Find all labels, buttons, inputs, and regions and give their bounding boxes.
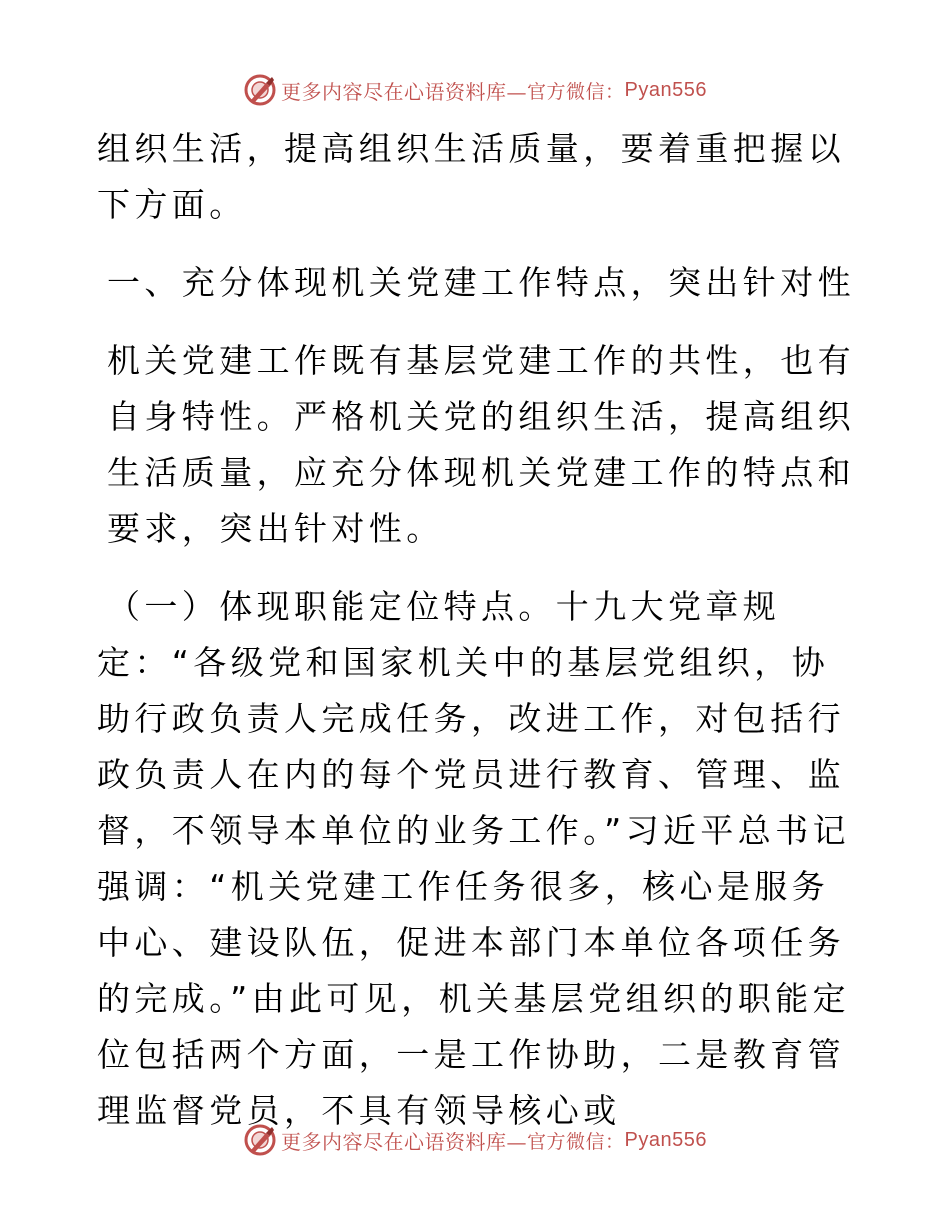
banner-wechat-label: 官方微信： xyxy=(527,80,625,103)
banner-wechat-id: Pyan556 xyxy=(624,1128,707,1151)
banner-text: 更多内容尽在心语资料库— xyxy=(281,1129,527,1154)
paragraph-section-1: 机关党建工作既有基层党建工作的共性，也有自身特性。严格机关党的组织生活，提高组织生活质量，应充分体现机关党建工作的特点和要求，突出针对性。 xyxy=(107,341,855,548)
banner-text: 更多内容尽在心语资料库— xyxy=(281,79,527,104)
document-body xyxy=(97,121,857,1139)
footer-watermark-banner xyxy=(0,1120,950,1160)
subsection-heading-1-1: （一）体现职能定位特点。十九大党章规 xyxy=(107,587,781,626)
pen-nib-logo-icon xyxy=(243,1123,277,1157)
banner-wechat-label: 官方微信： xyxy=(527,1130,625,1153)
banner-wechat-id: Pyan556 xyxy=(624,78,707,101)
paragraph-subsection-1-1: 定：“各级党和国家机关中的基层党组织，协助行政负责人完成任务，改进工作，对包括行政负责人在内的每个党员进行教育、管理、监督，不领导本单位的业务工作。”习近平总书记强调：“机关党建工作任务很多，核心是服务中心、建设队伍，促进本部门本单位各项任务的完成。”由此可见，机关基层党组织的职能定位包括两个方面，一是工作协助，二是教育管理监督党员，不具有领导核心或 xyxy=(97,643,850,1130)
paragraph-intro-end: 组织生活，提高组织生活质量，要着重把握以下方面。 xyxy=(97,129,845,224)
pen-nib-logo-icon xyxy=(243,73,277,107)
section-heading-1: 一、充分体现机关党建工作特点，突出针对性 xyxy=(107,263,855,302)
header-watermark-banner xyxy=(0,70,950,110)
